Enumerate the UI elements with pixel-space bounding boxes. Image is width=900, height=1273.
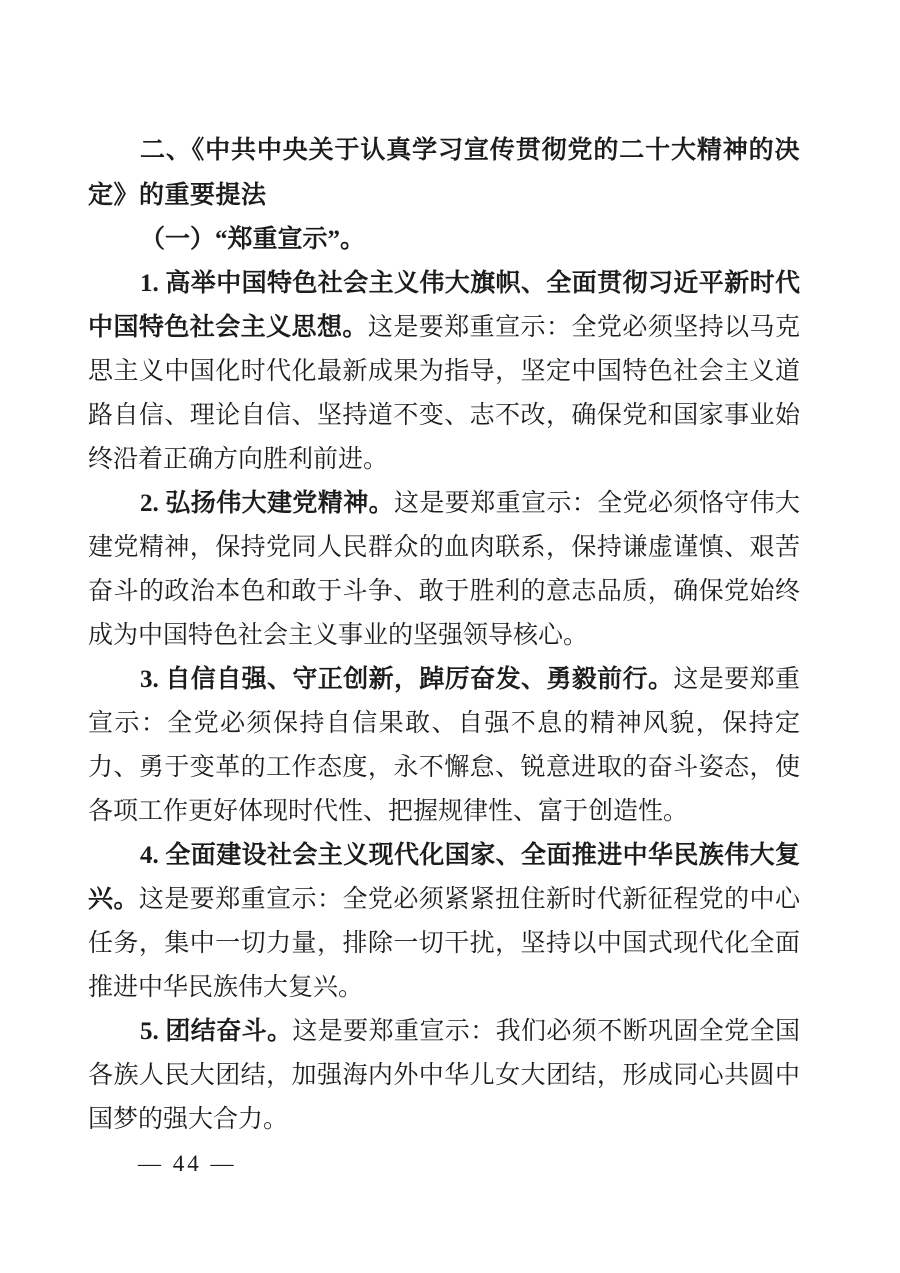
paragraph-4-body: 这是要郑重宣示：全党必须紧紧扭住新时代新征程党的中心任务，集中一切力量，排除一切干扰，坚持以中国式现代化全面推进中华民族伟大复兴。 — [88, 886, 800, 1001]
paragraph-2-lead: 2. 弘扬伟大建党精神。 — [140, 490, 394, 517]
paragraph-5-body: 这是要郑重宣示：我们必须不断巩固全党全国各族人民大团结，加强海内外中华儿女大团结，形成同心共圆中国梦的强大合力。 — [88, 1018, 800, 1133]
numbered-paragraph-4 — [88, 834, 800, 1010]
paragraph-3-lead: 3. 自信自强、守正创新，踔厉奋发、勇毅前行。 — [140, 666, 674, 693]
paragraph-5-lead: 5. 团结奋斗。 — [140, 1018, 293, 1045]
section-heading: 二、《中共中央关于认真学习宣传贯彻党的二十大精神的决定》的重要提法 — [88, 136, 800, 209]
numbered-paragraph-2 — [88, 482, 800, 658]
paragraph-1-body: 这是要郑重宣示：全党必须坚持以马克思主义中国化时代化最新成果为指导，坚定中国特色社会主义道路自信、理论自信、坚持道不变、志不改，确保党和国家事业始终沿着正确方向胜利前进。 — [88, 314, 800, 473]
numbered-paragraph-1 — [88, 262, 800, 482]
subsection-heading: （一）“郑重宣示”。 — [140, 226, 366, 253]
numbered-paragraph-3 — [88, 658, 800, 834]
paragraph-2-body: 这是要郑重宣示：全党必须恪守伟大建党精神，保持党同人民群众的血肉联系，保持谦虚谨慎、艰苦奋斗的政治本色和敢于斗争、敢于胜利的意志品质，确保党始终成为中国特色社会主义事业的坚强领导核心。 — [88, 490, 800, 649]
numbered-paragraph-5 — [88, 1010, 800, 1142]
paragraph-4-lead: 4. 全面建设社会主义现代化国家、全面推进中华民族伟大复兴。 — [88, 842, 800, 913]
page-number: — 44 — — [138, 1151, 237, 1176]
document-content — [88, 128, 800, 1184]
paragraph-1-lead: 1. 高举中国特色社会主义伟大旗帜、全面贯彻习近平新时代中国特色社会主义思想。 — [88, 270, 800, 341]
paragraph-3-body: 这是要郑重宣示：全党必须保持自信果敢、自强不息的精神风貌，保持定力、勇于变革的工作态度，永不懈怠、锐意进取的奋斗姿态，使各项工作更好体现时代性、把握规律性、富于创造性。 — [88, 666, 800, 825]
